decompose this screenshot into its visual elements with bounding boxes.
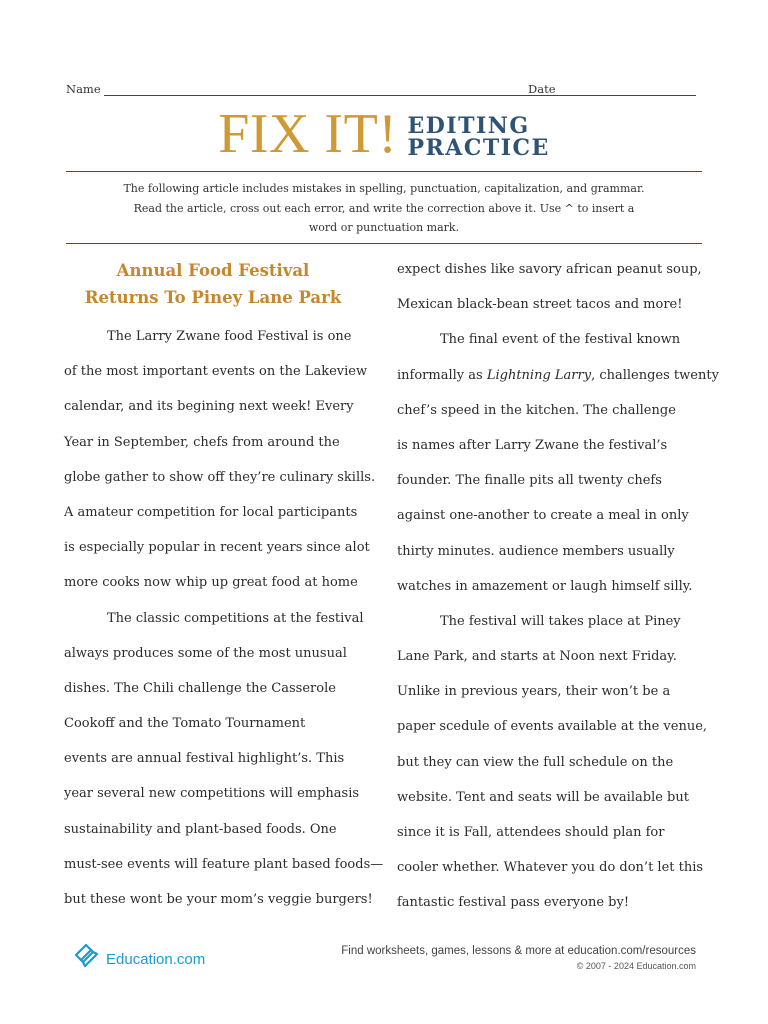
article-line: calendar, and its begining next week! Every (64, 399, 354, 415)
divider-top (66, 171, 702, 172)
article-line: but these wont be your mom’s veggie burgers! (64, 892, 373, 907)
article-column-right (397, 252, 719, 921)
article-line: is especially popular in recent years since alot (64, 540, 370, 556)
education-com-logo[interactable] (72, 938, 205, 970)
name-date-row (66, 82, 698, 100)
article-column-left (64, 252, 384, 917)
title-sub-line1: EDITING (407, 113, 530, 139)
event-name-italic: Lightning Larry (486, 367, 592, 383)
article-line: expect dishes like savory african peanut soup, (397, 262, 702, 277)
article-line: Unlike in previous years, their won’t be a (397, 684, 671, 700)
date-blank-line[interactable] (556, 95, 696, 96)
article-line: The Larry Zwane food Festival is one (107, 329, 352, 344)
article-line: watches in amazement or laugh himself silly. (397, 578, 693, 594)
article-text: informally as (397, 367, 483, 383)
article-line: founder. The finalle pits all twenty chefs (397, 473, 662, 489)
article-line: The classic competitions at the festival (107, 610, 364, 626)
article-line: Year in September, chefs from around the (64, 434, 340, 450)
article-line: always produces some of the most unusual (64, 645, 347, 661)
article-line: more cooks now whip up great food at home (64, 575, 358, 591)
article-line: paper scedule of events available at the venue, (397, 719, 708, 735)
logo-text: Education.com (106, 950, 206, 968)
article-line: The festival will takes place at Piney (440, 613, 681, 629)
headline-line2: Returns To Piney Lane Park (84, 288, 342, 307)
article-line: of the most important events on the Lakeview (64, 364, 368, 380)
article-line: globe gather to show off they’re culinary skills. (64, 469, 376, 485)
name-blank-line[interactable] (104, 95, 582, 96)
worksheet-title (0, 104, 768, 164)
headline-line1: Annual Food Festival (116, 261, 310, 280)
article-line: is names after Larry Zwane the festival’s (397, 437, 668, 453)
education-logo-icon (72, 939, 102, 969)
article-line: against one-another to create a meal in only (397, 508, 689, 524)
article-line: year several new competitions will emphasis (64, 786, 360, 802)
article-line: chef’s speed in the kitchen. The challenge (397, 402, 676, 418)
article-line: Mexican black-bean street tacos and more! (397, 297, 683, 313)
date-label: Date (528, 82, 556, 96)
instructions-line1: The following article includes mistakes in spelling, punctuation, capitalization, and grammar. (123, 182, 645, 195)
article-line: but they can view the full schedule on the (397, 754, 674, 770)
copyright: © 2007 - 2024 Education.com (576, 961, 696, 971)
article-line: A amateur competition for local participants (64, 504, 358, 520)
title-editing-practice (407, 109, 549, 159)
title-sub-line2: PRACTICE (407, 135, 550, 161)
article-line (397, 358, 719, 393)
instructions (90, 179, 678, 238)
article-line: fantastic festival pass everyone by! (397, 895, 630, 911)
article-line: cooler whether. Whatever you do don’t let this (397, 860, 704, 876)
resources-link[interactable]: Find worksheets, games, lessons & more at education.com/resources (341, 945, 696, 957)
article-line: Lane Park, and starts at Noon next Friday. (397, 649, 677, 665)
article-line: The final event of the festival known (440, 332, 681, 348)
article-line: events are annual festival highlight’s. This (64, 751, 345, 767)
article-line: website. Tent and seats will be available but (397, 789, 689, 805)
article-line: thirty minutes. audience members usually (397, 543, 675, 559)
article-line: sustainability and plant-based foods. One (64, 821, 337, 837)
article-line: must-see events will feature plant based foods— (64, 856, 384, 872)
title-fix-it: FIX IT! (218, 103, 398, 165)
article-line: dishes. The Chili challenge the Casserole (64, 680, 336, 696)
article-text: , challenges twenty (591, 367, 719, 383)
name-label: Name (66, 82, 101, 96)
article-line: since it is Fall, attendees should plan for (397, 825, 665, 840)
article-headline (64, 257, 370, 311)
instructions-line3: word or punctuation mark. (308, 221, 460, 234)
footer-info (341, 943, 696, 973)
divider-bottom (66, 243, 702, 244)
article-line: Cookoff and the Tomato Tournament (64, 716, 306, 732)
instructions-line2: Read the article, cross out each error, and write the correction above it. Use ^ to insert a (133, 201, 635, 215)
